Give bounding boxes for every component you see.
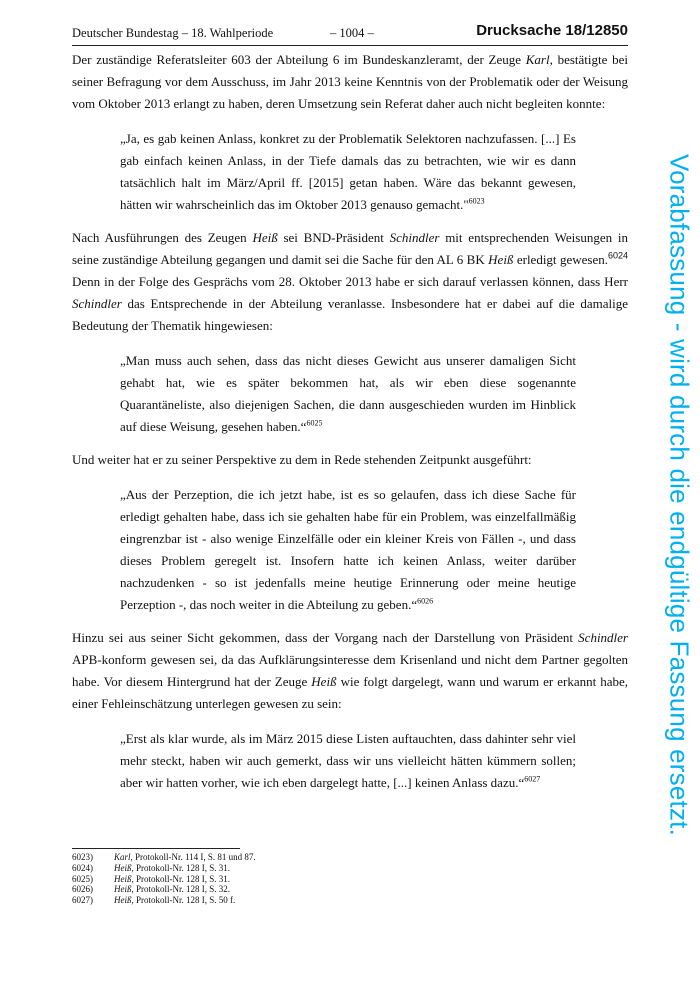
footnote-item xyxy=(72,863,572,874)
footnote-item xyxy=(72,884,572,895)
footnote-item xyxy=(72,852,572,863)
footnote-text: Heiß, Protokoll-Nr. 128 I, S. 31. xyxy=(114,873,231,884)
person-name: Heiß xyxy=(311,674,337,689)
page-header xyxy=(72,22,628,42)
footnote-text: Heiß, Protokoll-Nr. 128 I, S. 32. xyxy=(114,884,231,895)
paragraph-1: Der zuständige Referatsleiter 603 der Abteilung 6 im Bundeskanzleramt, der Zeuge Karl, bestätigte bei seiner Befragung vor dem Ausschuss, im Jahr 2013 keine Kenntnis von der Problematik oder der Weisung vom Oktober 2013 erlangt zu haben, deren Umsetzung sein Referat daher auch nicht begleiten konnte: xyxy=(72,52,628,111)
footnote-number: 6025) xyxy=(72,873,93,884)
header-doc-label: Drucksache 18/ xyxy=(476,22,587,39)
footnote-number: 6024) xyxy=(72,862,93,873)
person-name: Heiß xyxy=(252,230,278,245)
quote-2-text: „Man muss auch sehen, dass das nicht dieses Gewicht aus unserer damaligen Sicht gehabt hat, wie es später bekommen hat, als wir eben diese sogenannte Quarantäneliste, also diejenigen Sachen, die dann ausgeschieden wurden im Hinblick auf diese Weisung, gesehen haben.“ xyxy=(120,353,576,434)
footnote-number: 6023) xyxy=(72,852,93,862)
footnote-witness: Heiß xyxy=(114,873,132,884)
footnote-ref-6026[interactable]: 6026 xyxy=(417,596,434,606)
footnote-ref-6024[interactable]: 6024 xyxy=(607,250,628,261)
footnote-witness: Heiß xyxy=(114,895,132,906)
paragraph-4: Hinzu sei aus seiner Sicht gekommen, dass der Vorgang nach der Darstellung von Präsident Schindler APB-konform gewesen sei, da das Aufklärungsinteresse dem Krisenland und nicht dem Partner gegolten habe. Vor diesem Hintergrund hat der Zeuge Heiß wie folgt dargelegt, wann und warum er erkannt habe, einer Fehleinschätzung unterlegen gewesen zu sein: xyxy=(72,630,629,711)
person-name: Schindler xyxy=(578,630,628,645)
footnote-witness: Karl xyxy=(114,852,131,862)
quote-1 xyxy=(120,126,576,216)
paragraph-2a: Nach Ausführungen des Zeugen Heiß sei BND-Präsident Schindler mit entsprechenden Weisungen in seine zuständige Abteilung gegangen und damit sei die Sache für den AL 6 BK Heiß erledigt gewesen. xyxy=(72,230,628,267)
footnote-rule xyxy=(72,848,240,849)
quote-1-text: „Ja, es gab keinen Anlass, konkret zu der Problematik Selektoren nachzufassen. [...] Es gab einfach keinen Anlass, in der Tiefe damals das zu betrachten, wie wir es dann tatsächlich halt im März/April ff. [2015] getan haben. Wäre das bekannt gewesen, hätten wir wahrscheinlich das im Oktober 2013 genauso gemacht." xyxy=(120,131,576,212)
footnote-ref-6025[interactable]: 6025 xyxy=(306,418,323,428)
person-name: Heiß xyxy=(488,252,514,267)
footnote-text: Heiß, Protokoll-Nr. 128 I, S. 31. xyxy=(114,862,231,873)
footnote-ref-6023[interactable]: 6023 xyxy=(468,196,485,206)
header-page-number: – 1004 – xyxy=(330,26,374,40)
footnote-number: 6026) xyxy=(72,884,93,895)
header-parliament: Deutscher Bundestag – 18. Wahlperiode xyxy=(72,26,274,40)
footnote-ref-6027[interactable]: 6027 xyxy=(524,774,541,784)
quote-3 xyxy=(120,482,576,616)
draft-side-note: Vorabfassung - wird durch die endgültige Fassung ersetzt. xyxy=(664,153,695,837)
paragraph-3: Und weiter hat er zu seiner Perspektive zu dem in Rede stehenden Zeitpunkt ausgeführt: xyxy=(72,452,532,467)
header-doc-number: 12850 xyxy=(586,22,628,39)
person-name: Schindler xyxy=(389,230,440,245)
quote-4 xyxy=(120,726,576,794)
header-document-number xyxy=(476,22,628,39)
footnote-number: 6027) xyxy=(72,895,93,906)
person-name: Schindler xyxy=(72,296,122,311)
footnote-witness: Heiß xyxy=(114,884,132,895)
body-text xyxy=(72,49,628,805)
header-rule xyxy=(72,45,628,46)
footnote-item xyxy=(72,874,572,885)
footnote-text: Heiß, Protokoll-Nr. 128 I, S. 50 f. xyxy=(114,895,236,906)
footnote-text: Karl, Protokoll-Nr. 114 I, S. 81 und 87. xyxy=(114,852,256,862)
footnotes xyxy=(72,852,572,906)
quote-3-text: „Aus der Perzeption, die ich jetzt habe, ist es so gelaufen, dass ich diese Sache für erledigt gehalten habe, dass ich sie gehalten habe für ein Problem, was einzelfallmäßig eingrenzbar ist - also wenige Einzelfälle oder ein kleiner Kreis von Fällen -, und dass dieses Problem geregelt ist. Insofern hatte ich keinen Anlass, weiter darüber nachzudenken - so ist jedenfalls meine heutige Erinnerung oder meine heutige Perzeption -, das noch weiter in die Abteilung zu geben.“ xyxy=(120,487,576,612)
quote-4-text: „Erst als klar wurde, als im März 2015 diese Listen auftauchten, dass dahinter sehr viel mehr steckt, haben wir auch gemerkt, dass wir uns vielleicht hätten kümmern sollen; aber wir hatten vorher, wie ich eben dargelegt hatte, [...] keinen Anlass dazu.“ xyxy=(120,731,576,790)
quote-2 xyxy=(120,348,576,438)
footnote-item xyxy=(72,895,572,906)
paragraph-2b: Denn in der Folge des Gesprächs vom 28. Oktober 2013 habe er sich darauf verlassen können, dass Herr Schindler das Entsprechende in der Abteilung veranlasse. Insbesondere hat er dabei auf die damalige Bedeutung der Thematik hingewiesen: xyxy=(72,274,628,333)
paragraph-2 xyxy=(72,227,628,337)
person-name: Karl xyxy=(525,52,550,67)
footnote-witness: Heiß xyxy=(114,862,132,873)
